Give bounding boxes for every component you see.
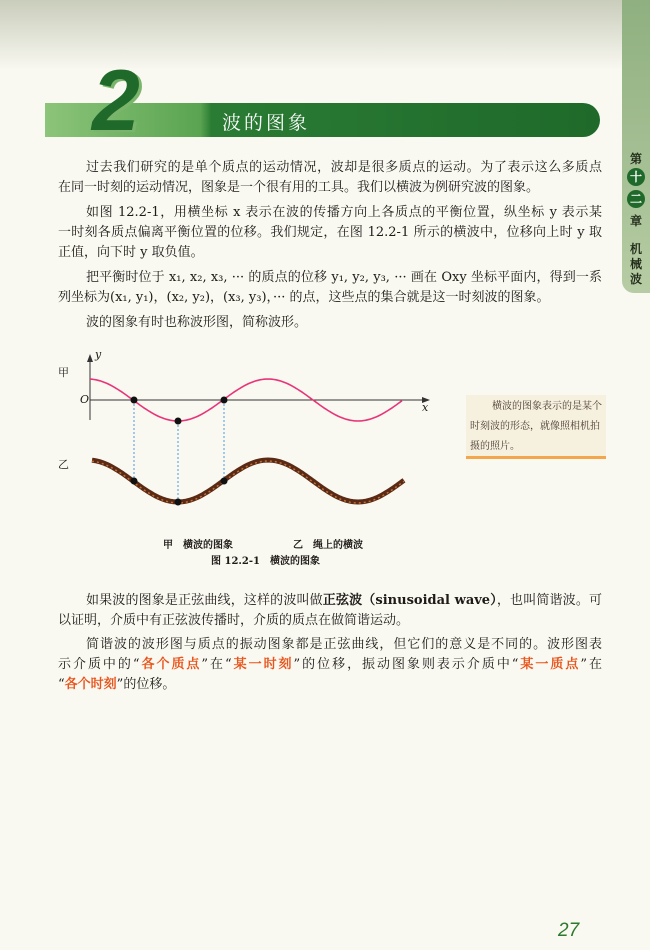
figure-caption: 图 12.2-1 横波的图象 [211,556,320,567]
section-number: 2 [92,53,140,149]
text: 如果波的图象是正弦曲线，这样的波叫做 [86,593,323,608]
section-title: 波的图象 [222,112,311,134]
rope-point-2 [175,499,182,506]
label-yi: 乙 [58,458,69,471]
highlight: 各个质点 [139,657,202,672]
text-line: 波的图象有时也称波形图，简称波形。 [86,315,308,330]
text: ”的位移。 [116,677,176,692]
paragraph-6 [58,635,602,695]
chapter-suffix: 章 [629,214,642,228]
text-line: 过去我们研究的是单个质点的运动情况，波却是很多质点的运动。为了表示这么多质点 [86,160,602,175]
point-2 [175,418,182,425]
highlight: 各个时刻 [64,677,117,692]
label-jia: 甲 [58,366,69,379]
chapter-title-1: 机 [629,242,642,256]
highlight: 某一时刻 [231,657,294,672]
text: ”在 [580,657,602,672]
text-line: 以证明，介质中有正弦波传播时，介质的质点在做简谐运动。 [58,613,410,628]
paragraph-5 [58,591,602,631]
margin-note [466,395,606,459]
point-1 [131,397,138,404]
text: ，也叫简谐波。可 [496,593,602,608]
text-line: 简谐波的波形图与质点的振动图象都是正弦曲线，但它们的意义是不同的。波形图表 [86,637,602,652]
text-line: 正值，向下时 y 取负值。 [58,245,204,260]
chapter-num-1: 十 [627,168,645,186]
term-sinusoidal-wave: 正弦波（sinusoidal wave） [322,593,497,608]
text: “ [58,677,65,692]
highlight: 某一质点 [518,657,581,672]
text: 示介质中的“ [58,657,140,672]
chapter-title-3: 波 [629,272,642,286]
chapter-title-2: 械 [629,257,642,271]
margin-note-text: 横波的图象表示的是某个时刻波的形态，就像照相机拍摄的照片。 [470,401,602,452]
rope [92,460,404,502]
point-3 [221,397,228,404]
chapter-prefix: 第 [629,152,642,166]
text: ”在“ [201,657,232,672]
text-line: 一时刻各质点偏离平衡位置的位移。我们规定，在图 12.2-1 所示的横波中，位移向上时 y 取 [58,225,602,240]
caption-b: 乙 绳上的横波 [293,540,363,551]
page-number: 27 [558,920,580,941]
text-line: 如图 12.2-1，用横坐标 x 表示在波的传播方向上各质点的平衡位置，纵坐标 y 表示某 [86,205,602,220]
origin-label: O [80,393,90,406]
text: ”的位移，振动图象则表示介质中“ [293,657,519,672]
caption-a: 甲 横波的图象 [163,540,233,551]
x-axis-label: x [422,401,429,414]
text-line: 在同一时刻的运动情况，图象是一个很有用的工具。我们以横波为例研究波的图象。 [58,180,540,195]
rope-point-1 [131,478,138,485]
text-line: 把平衡时位于 x₁, x₂, x₃, ··· 的质点的位移 y₁, y₂, y₃, ··· 画在 Oxy 坐标平面内，得到一系 [86,270,602,285]
y-axis-arrow [87,354,93,362]
chapter-num-2: 二 [627,190,645,208]
rope-point-3 [221,478,228,485]
y-axis-label: y [95,348,102,361]
text-line: 列坐标为(x₁, y₁)，(x₂, y₂)，(x₃, y₃)，··· 的点，这些点的集合就是这一时刻波的图象。 [58,290,550,305]
